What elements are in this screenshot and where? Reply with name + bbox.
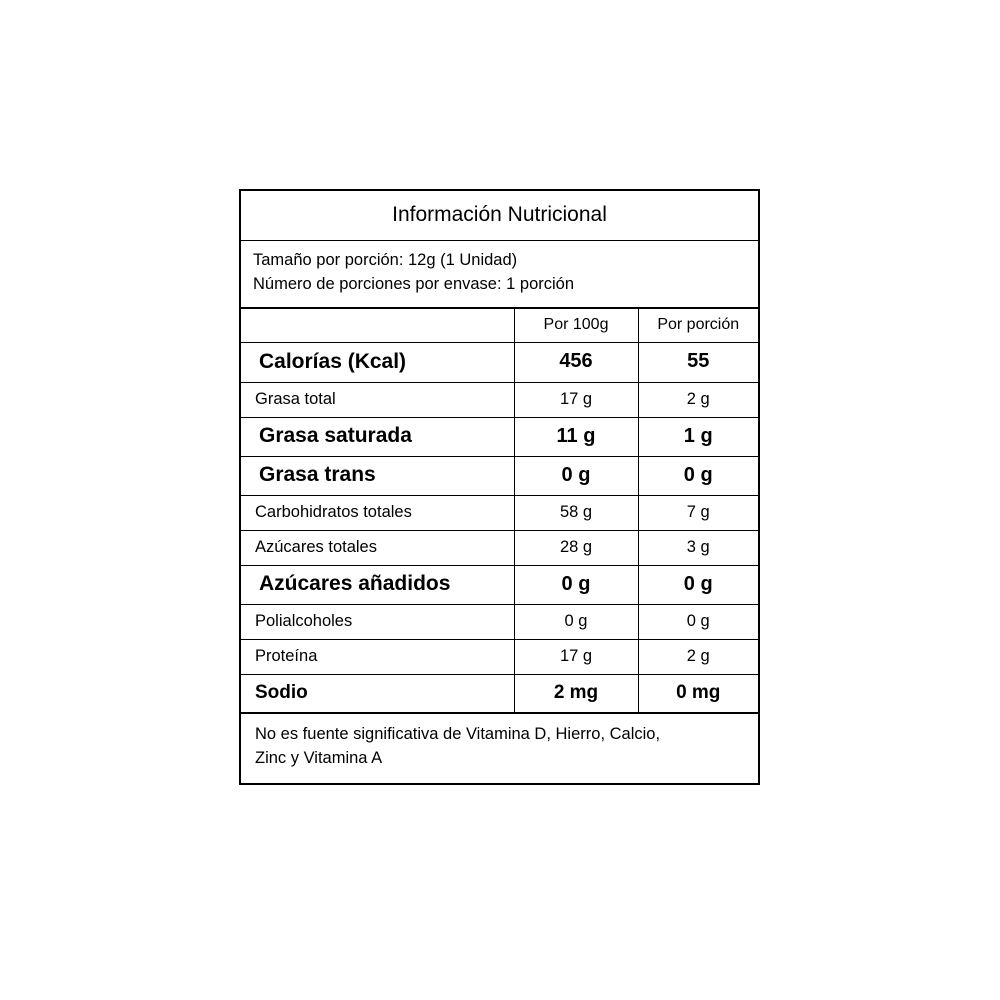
table-row (241, 495, 758, 530)
table-row (241, 417, 758, 456)
footnote (241, 714, 758, 783)
nutrient-name: Grasa trans (241, 456, 514, 495)
nutrition-table (241, 309, 758, 714)
table-row (241, 382, 758, 417)
nutrient-name: Proteína (241, 639, 514, 674)
nutrient-per-serving: 3 g (638, 530, 758, 565)
table-header-row (241, 309, 758, 343)
nutrient-per-serving: 55 (638, 342, 758, 382)
nutrient-per-serving: 0 g (638, 456, 758, 495)
column-header-per-serving: Por porción (638, 309, 758, 343)
nutrition-facts-panel (239, 189, 760, 785)
nutrient-per-100g: 456 (514, 342, 638, 382)
nutrient-per-100g: 2 mg (514, 674, 638, 713)
nutrient-name: Azúcares totales (241, 530, 514, 565)
nutrient-per-serving: 2 g (638, 382, 758, 417)
nutrient-per-serving: 7 g (638, 495, 758, 530)
serving-info (241, 241, 758, 309)
nutrient-name: Polialcoholes (241, 604, 514, 639)
nutrient-per-100g: 28 g (514, 530, 638, 565)
nutrient-per-serving: 0 g (638, 565, 758, 604)
footnote-line-2: Zinc y Vitamina A (255, 748, 383, 767)
nutrient-per-100g: 0 g (514, 604, 638, 639)
nutrient-name: Calorías (Kcal) (241, 342, 514, 382)
column-header-per-100g: Por 100g (514, 309, 638, 343)
nutrient-per-serving: 0 g (638, 604, 758, 639)
nutrient-per-serving: 1 g (638, 417, 758, 456)
nutrient-name: Grasa saturada (241, 417, 514, 456)
nutrient-name: Carbohidratos totales (241, 495, 514, 530)
nutrient-per-100g: 0 g (514, 456, 638, 495)
nutrient-name: Grasa total (241, 382, 514, 417)
nutrient-per-100g: 11 g (514, 417, 638, 456)
table-row (241, 674, 758, 713)
footnote-line-1: No es fuente significativa de Vitamina D, Hierro, Calcio, (255, 724, 661, 743)
column-header-nutrient (241, 309, 514, 343)
nutrient-per-serving: 0 mg (638, 674, 758, 713)
nutrient-per-100g: 17 g (514, 382, 638, 417)
table-row (241, 639, 758, 674)
servings-per-container-text: Número de porciones por envase: 1 porción (253, 274, 575, 293)
serving-size-text: Tamaño por porción: 12g (1 Unidad) (253, 251, 518, 269)
nutrition-table-body (241, 309, 758, 713)
nutrient-per-serving: 2 g (638, 639, 758, 674)
nutrient-per-100g: 58 g (514, 495, 638, 530)
nutrient-per-100g: 0 g (514, 565, 638, 604)
panel-title: Información Nutricional (241, 191, 758, 241)
nutrient-name: Sodio (241, 674, 514, 713)
table-row (241, 565, 758, 604)
table-row (241, 530, 758, 565)
table-row (241, 604, 758, 639)
table-row (241, 342, 758, 382)
nutrient-name: Azúcares añadidos (241, 565, 514, 604)
table-row (241, 456, 758, 495)
nutrient-per-100g: 17 g (514, 639, 638, 674)
